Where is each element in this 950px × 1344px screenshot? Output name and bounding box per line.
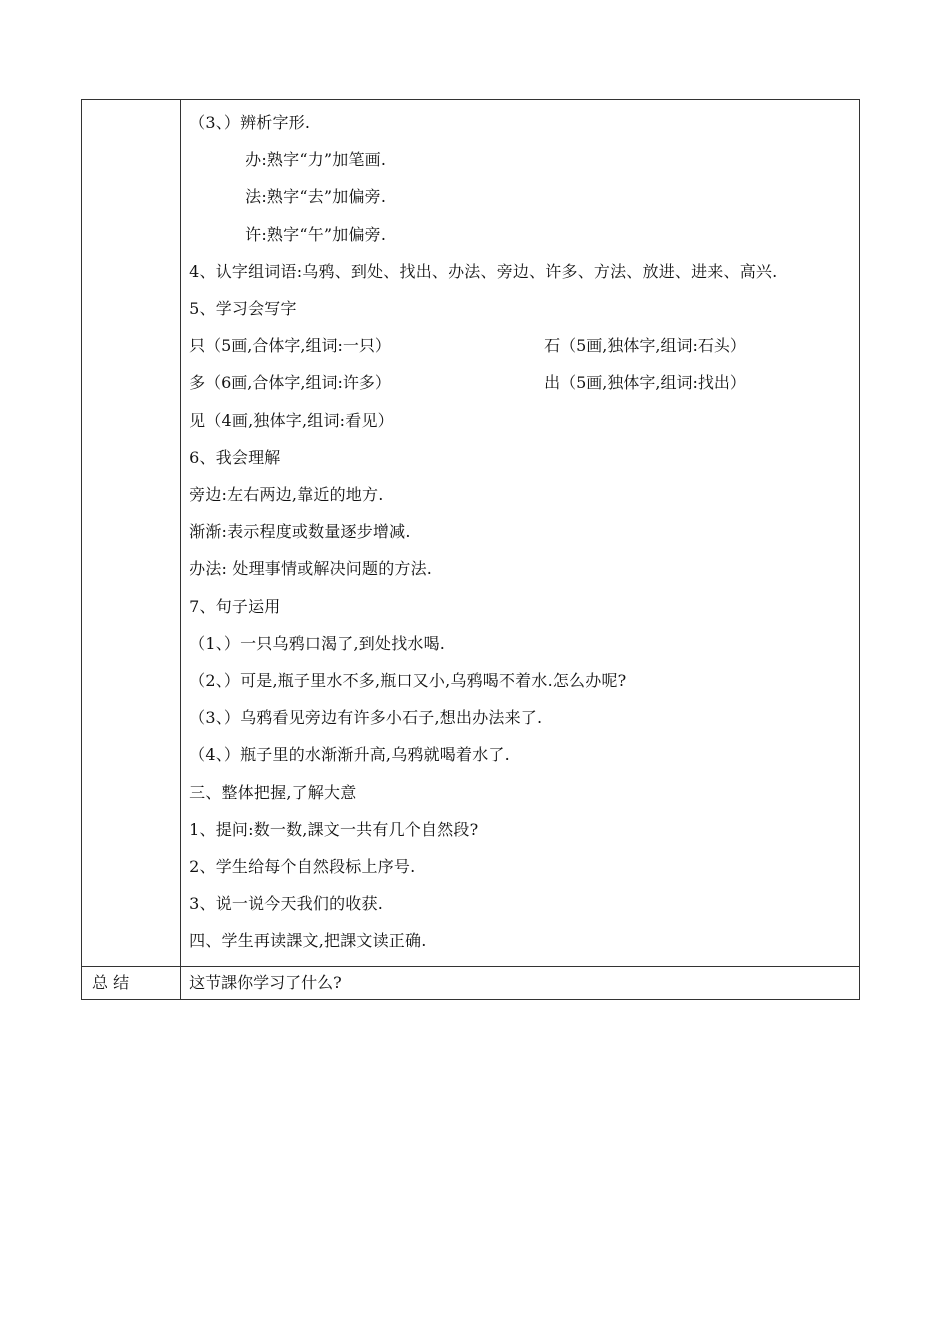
write-char-row: [189, 364, 851, 401]
definition-line: 渐渐:表示程度或数量逐步增减.: [189, 522, 411, 542]
write-char-row: [189, 327, 851, 364]
section-heading: 三、整体把握,了解大意: [189, 782, 357, 802]
summary-text: 这节課你学习了什么?: [181, 966, 860, 999]
section-heading: 四、学生再读課文,把課文读正确.: [189, 931, 427, 951]
definition-line: 办法: 处理事情或解决问题的方法.: [189, 559, 433, 579]
sentence-line: （3、）乌鸦看见旁边有许多小石子,想出办法来了.: [189, 708, 543, 728]
process-row: [82, 100, 860, 967]
process-label-cell: [82, 100, 181, 967]
definition-line: 旁边:左右两边,靠近的地方.: [189, 485, 384, 505]
activity-line: 2、学生给每个自然段标上序号.: [189, 857, 416, 877]
write-char-entry: 只（5画,合体字,组词:一只）: [189, 336, 391, 356]
vocabulary-line: 4、认字组词语:乌鸦、到处、找出、办法、旁边、许多、方法、放进、进来、高兴.: [189, 261, 778, 281]
sentence-line: （2、）可是,瓶子里水不多,瓶口又小,乌鸦喝不着水.怎么办呢?: [189, 671, 627, 691]
subsection-heading: （3、）辨析字形.: [189, 113, 311, 132]
glyph-analysis-line: 许:熟字“午”加偏旁.: [245, 224, 387, 244]
activity-line: 1、提问:数一数,課文一共有几个自然段?: [189, 819, 479, 839]
section-heading: 7、句子运用: [189, 596, 281, 616]
sentence-line: （4、）瓶子里的水渐渐升高,乌鸦就喝着水了.: [189, 745, 510, 765]
sentence-line: （1、）一只乌鸦口渴了,到处找水喝.: [189, 633, 446, 653]
write-char-entry: 多（6画,合体字,组词:许多）: [189, 373, 391, 393]
summary-label: 总 结: [82, 966, 181, 999]
process-content-cell: [181, 100, 860, 967]
glyph-analysis-line: 法:熟字“去”加偏旁.: [245, 187, 387, 207]
lesson-plan-table: [81, 99, 860, 1000]
section-heading: 5、学习会写字: [189, 299, 297, 319]
glyph-analysis-line: 办:熟字“力”加笔画.: [245, 150, 387, 170]
write-char-entry: 见（4画,独体字,组词:看见）: [189, 410, 394, 430]
write-char-entry: 出（5画,独体字,组词:找出）: [544, 373, 746, 393]
summary-row: [82, 966, 860, 999]
section-heading: 6、我会理解: [189, 447, 281, 467]
activity-line: 3、说一说今天我们的收获.: [189, 894, 383, 914]
write-char-entry: 石（5画,独体字,组词:石头）: [544, 336, 746, 356]
